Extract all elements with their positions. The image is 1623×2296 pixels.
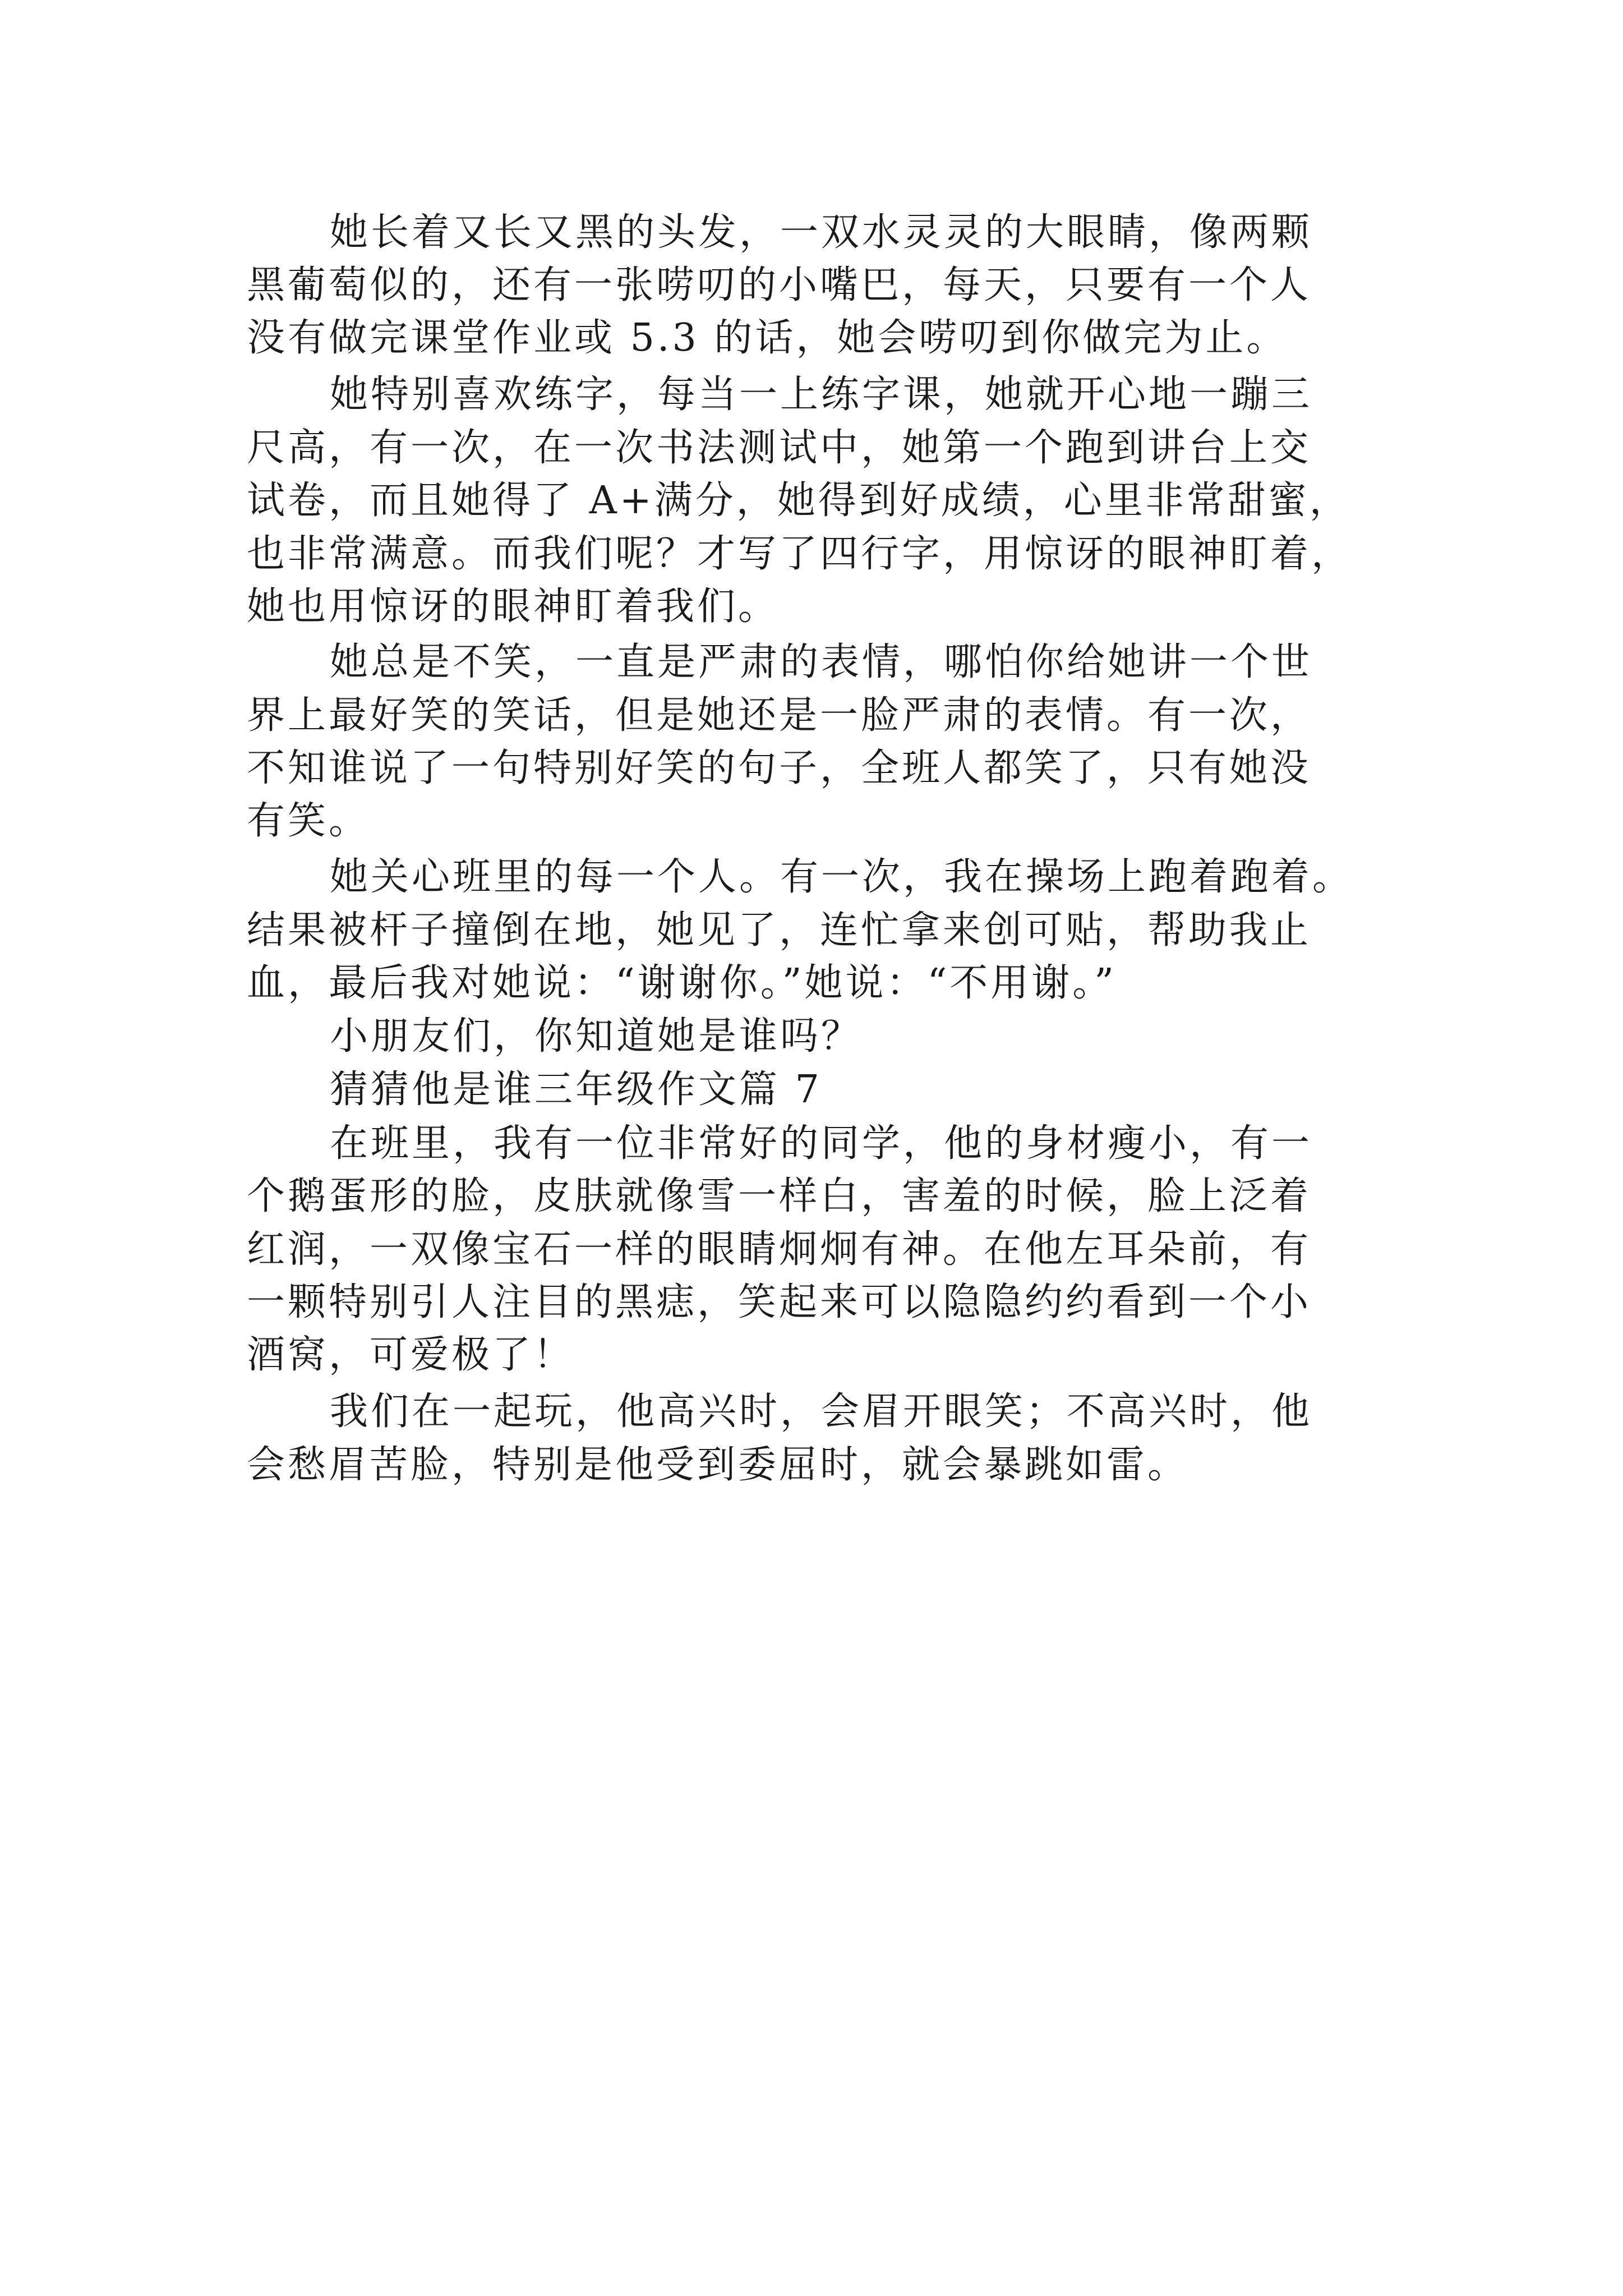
text-line: 红润，一双像宝石一样的眼睛炯炯有神。在他左耳朵前，有 <box>247 1227 1312 1272</box>
text-line: 个鹅蛋形的脸，皮肤就像雪一样白，害羞的时候，脸上泛着 <box>247 1174 1312 1218</box>
text-line: 她关心班里的每一个人。有一次，我在操场上跑着跑着。 <box>330 855 1354 899</box>
text-line: 试卷，而且她得了 A+满分，她得到好成绩，心里非常甜蜜， <box>247 478 1350 523</box>
text-line: 结果被杆子撞倒在地，她见了，连忙拿来创可贴，帮助我止 <box>247 908 1312 953</box>
text-line: 在班里，我有一位非常好的同学，他的身材瘦小，有一 <box>330 1121 1313 1166</box>
text-line: 黑葡萄似的，还有一张唠叨的小嘴巴，每天，只要有一个人 <box>247 263 1312 307</box>
text-line: 酒窝，可爱极了！ <box>247 1333 575 1377</box>
text-line: 不知谁说了一句特别好笑的句子，全班人都笑了，只有她没 <box>247 746 1312 790</box>
text-line: 会愁眉苦脸，特别是他受到委屈时，就会暴跳如雷。 <box>247 1443 1189 1487</box>
text-line: 血，最后我对她说：“谢谢你。”她说：“不用谢。” <box>247 961 1117 1005</box>
text-line: 也非常满意。而我们呢？才写了四行字，用惊讶的眼神盯着， <box>247 532 1353 576</box>
text-line: 她长着又长又黑的头发，一双水灵灵的大眼睛，像两颗 <box>330 210 1313 255</box>
text-line: 没有做完课堂作业或 5.3 的话，她会唠叨到你做完为止。 <box>247 316 1288 360</box>
text-line: 猜猜他是谁三年级作文篇 7 <box>330 1068 822 1112</box>
text-line: 尺高，有一次，在一次书法测试中，她第一个跑到讲台上交 <box>247 426 1312 470</box>
text-line: 有笑。 <box>247 799 370 843</box>
text-line: 她总是不笑，一直是严肃的表情，哪怕你给她讲一个世 <box>330 640 1313 684</box>
text-line: 她也用惊讶的眼神盯着我们。 <box>247 585 780 629</box>
text-line: 界上最好笑的笑话，但是她还是一脸严肃的表情。有一次， <box>247 693 1312 738</box>
text-line: 她特别喜欢练字，每当一上练字课，她就开心地一蹦三 <box>330 372 1313 417</box>
text-line: 小朋友们，你知道她是谁吗？ <box>330 1014 863 1059</box>
text-line: 我们在一起玩，他高兴时，会眉开眼笑；不高兴时，他 <box>330 1389 1313 1434</box>
text-line: 一颗特别引人注目的黑痣，笑起来可以隐隐约约看到一个小 <box>247 1280 1312 1324</box>
